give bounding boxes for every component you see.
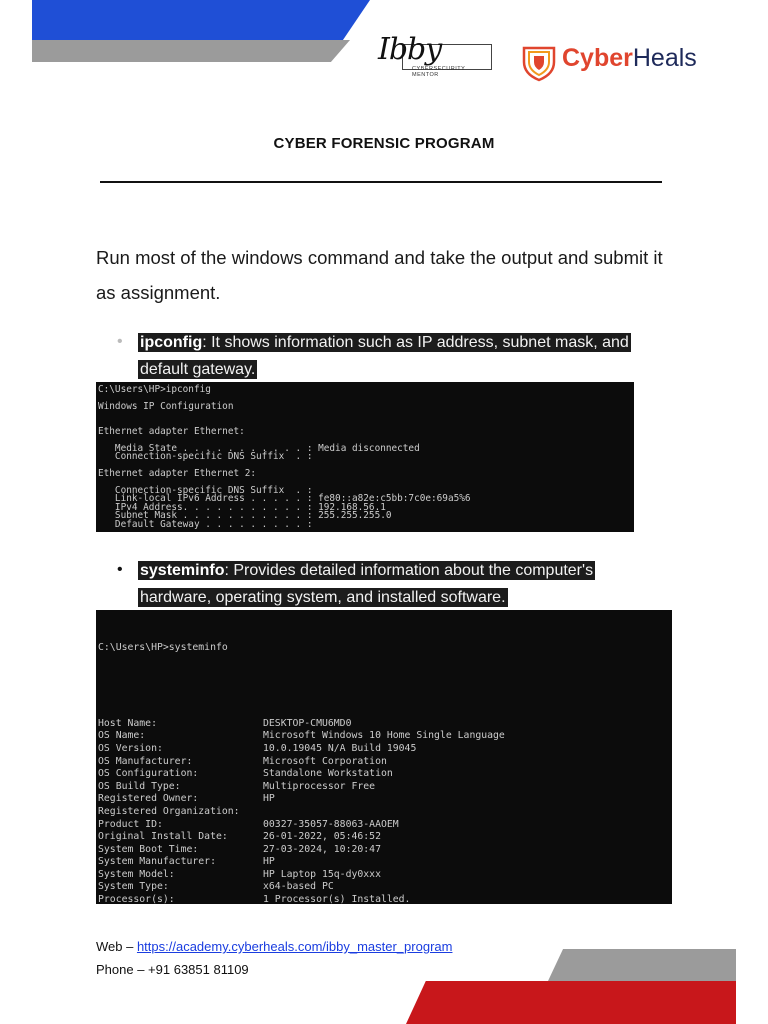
ibby-logo-tagline: CYBERSECURITY MENTOR [412, 66, 466, 78]
terminal-line: Link-local IPv6 Address . . . . . : fe80::a82e:c5bb:7c0e:69a5%6 [98, 493, 471, 505]
header-blue-stripe [32, 0, 370, 40]
systeminfo-label: OS Build Type: [98, 780, 181, 792]
systeminfo-label: Processor(s): [98, 894, 175, 904]
systeminfo-value: 26-01-2022, 05:46:52 [263, 831, 381, 843]
systeminfo-value: HP [263, 856, 275, 868]
bullet-ipconfig-desc: : It shows information such as IP address, subnet mask, and [202, 334, 629, 351]
bullet-dot: • [117, 561, 123, 578]
systeminfo-label: System Model: [98, 868, 175, 880]
terminal-line: Default Gateway . . . . . . . . . : [98, 518, 313, 530]
systeminfo-row [98, 718, 672, 731]
footer-web [96, 939, 452, 954]
systeminfo-row [98, 806, 672, 819]
systeminfo-terminal-output [96, 610, 672, 904]
title-divider [100, 181, 662, 183]
footer-red-stripe [406, 981, 736, 1024]
bullet-ipconfig-line1 [138, 329, 631, 356]
systeminfo-row [98, 730, 672, 743]
systeminfo-row [98, 894, 672, 904]
terminal-line: Connection-specific DNS Suffix . : [98, 451, 313, 463]
terminal-line [98, 411, 634, 419]
systeminfo-row [98, 743, 672, 756]
systeminfo-label: System Type: [98, 881, 169, 893]
systeminfo-label: Product ID: [98, 818, 163, 830]
systeminfo-value: 10.0.19045 N/A Build 19045 [263, 742, 417, 754]
systeminfo-row [98, 844, 672, 857]
terminal-line: Subnet Mask . . . . . . . . . . . : 255.255.255.0 [98, 510, 392, 522]
systeminfo-row [98, 819, 672, 832]
systeminfo-label: System Manufacturer: [98, 856, 216, 868]
systeminfo-row [98, 756, 672, 769]
systeminfo-label: OS Manufacturer: [98, 755, 193, 767]
cyberheals-wordmark-heals: Heals [632, 44, 697, 72]
systeminfo-row [98, 768, 672, 781]
bullet-systeminfo-line1 [138, 557, 595, 584]
systeminfo-rows [98, 718, 672, 904]
systeminfo-row [98, 881, 672, 894]
systeminfo-value: 00327-35057-88063-AAOEM [263, 818, 399, 830]
systeminfo-command: C:\Users\HP>systeminfo [98, 642, 228, 654]
systeminfo-value: Microsoft Windows 10 Home Single Language [263, 730, 505, 742]
systeminfo-value: Standalone Workstation [263, 768, 393, 780]
document-title: CYBER FORENSIC PROGRAM [273, 135, 495, 152]
systeminfo-value: HP Laptop 15q-dy0xxx [263, 868, 381, 880]
footer-web-label: Web – [96, 939, 137, 954]
systeminfo-label: OS Configuration: [98, 768, 199, 780]
systeminfo-row [98, 831, 672, 844]
terminal-line: Ethernet adapter Ethernet 2: [98, 468, 257, 480]
terminal-line: Windows IP Configuration [98, 400, 234, 412]
cyberheals-wordmark [562, 44, 697, 73]
ibby-logo [372, 32, 492, 78]
bullet-systeminfo-term: systeminfo [140, 562, 225, 579]
cyberheals-logo [520, 40, 710, 82]
systeminfo-label: OS Version: [98, 742, 163, 754]
header-gray-stripe [32, 40, 350, 62]
ibby-logo-name: Ibby [378, 32, 442, 67]
assignment-instructions: Run most of the windows command and take the output and submit it as assignment. [96, 247, 663, 303]
systeminfo-value: Microsoft Corporation [263, 755, 387, 767]
systeminfo-label: System Boot Time: [98, 843, 199, 855]
terminal-line: Media State . . . . . . . . . . . : Media disconnected [98, 442, 420, 454]
systeminfo-label: Registered Owner: [98, 793, 199, 805]
terminal-line: C:\Users\HP>ipconfig [98, 384, 211, 395]
systeminfo-value: x64-based PC [263, 881, 334, 893]
systeminfo-value: HP [263, 793, 275, 805]
cyberheals-wordmark-cyber: Cyber [562, 44, 633, 72]
systeminfo-label: Host Name: [98, 717, 157, 729]
footer-phone: Phone – +91 63851 81109 [96, 962, 249, 977]
systeminfo-value: Multiprocessor Free [263, 780, 376, 792]
systeminfo-value: DESKTOP-CMU6MD0 [263, 717, 352, 729]
footer-web-link[interactable]: https://academy.cyberheals.com/ibby_master_program [136, 939, 453, 954]
bullet-ipconfig-term: ipconfig [140, 334, 203, 351]
bullet-dot: • [117, 333, 123, 350]
systeminfo-label: Registered Organization: [98, 805, 240, 817]
bullet-systeminfo-line2: hardware, operating system, and installed software. [140, 589, 506, 606]
systeminfo-row [98, 793, 672, 806]
cyberheals-shield-icon [520, 42, 558, 82]
systeminfo-label: OS Name: [98, 730, 146, 742]
bullet-ipconfig-line2: default gateway. [140, 361, 256, 378]
terminal-line: Connection-specific DNS Suffix . : [98, 484, 313, 496]
systeminfo-label: Original Install Date: [98, 831, 228, 843]
systeminfo-value: 1 Processor(s) Installed. [263, 894, 411, 904]
systeminfo-value: 27-03-2024, 10:20:47 [263, 843, 381, 855]
systeminfo-row [98, 781, 672, 794]
bullet-systeminfo-desc: : Provides detailed information about the computer's [224, 562, 594, 579]
footer-gray-stripe [548, 949, 736, 981]
ipconfig-terminal-output [96, 382, 634, 532]
terminal-line: IPv4 Address. . . . . . . . . . . : 192.168.56.1 [98, 501, 386, 513]
systeminfo-row [98, 856, 672, 869]
terminal-line: Ethernet adapter Ethernet: [98, 426, 245, 438]
systeminfo-row [98, 869, 672, 882]
